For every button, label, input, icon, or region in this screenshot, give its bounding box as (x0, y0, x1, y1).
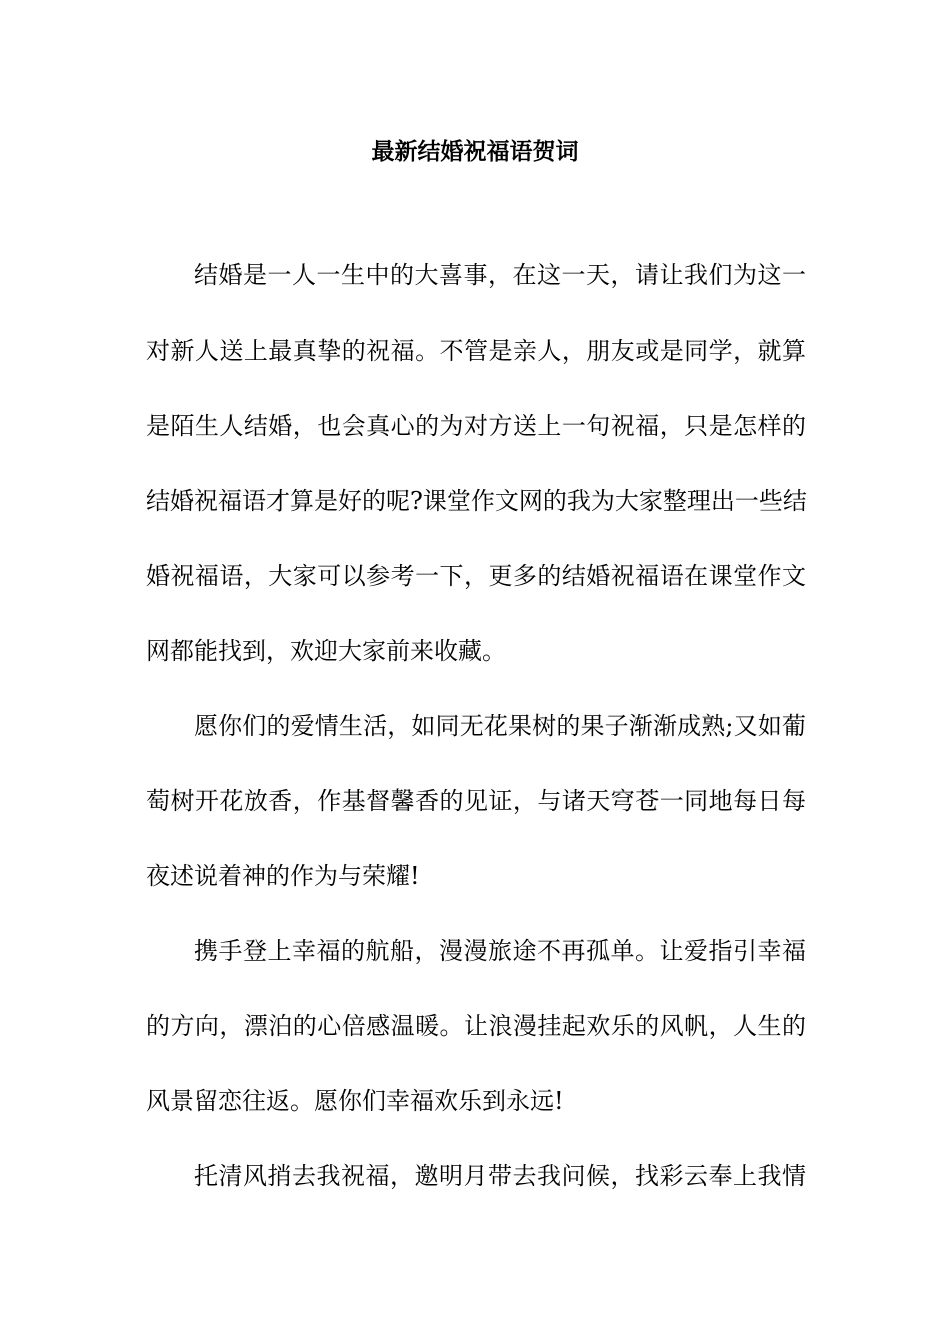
paragraph-1-line-1: 结婚是一人一生中的大喜事，在这一天，请让我们为这一 (194, 261, 806, 289)
paragraph-3-line-2: 的方向，漂泊的心倍感温暖。让浪漫挂起欢乐的风帆，人生的 (146, 1012, 806, 1040)
paragraph-3-line-1: 携手登上幸福的航船，漫漫旅途不再孤单。让爱指引幸福 (194, 937, 806, 965)
paragraph-2-line-3: 夜述说着神的作为与荣耀! (146, 862, 420, 890)
document-title: 最新结婚祝福语贺词 (371, 138, 579, 165)
paragraph-1-line-6: 网都能找到，欢迎大家前来收藏。 (146, 637, 506, 665)
paragraph-3-line-3: 风景留恋往返。愿你们幸福欢乐到永远! (146, 1087, 564, 1115)
paragraph-2-line-1: 愿你们的爱情生活，如同无花果树的果子渐渐成熟;又如葡 (194, 712, 806, 740)
paragraph-2-line-2: 萄树开花放香，作基督馨香的见证，与诸天穹苍一同地每日每 (146, 787, 806, 815)
paragraph-1-line-4: 结婚祝福语才算是好的呢?课堂作文网的我为大家整理出一些结 (146, 487, 807, 515)
paragraph-1-line-2: 对新人送上最真挚的祝福。不管是亲人，朋友或是同学，就算 (146, 337, 806, 365)
paragraph-4-line-1: 托清风捎去我祝福，邀明月带去我问候，找彩云奉上我情 (194, 1162, 806, 1190)
paragraph-1-line-5: 婚祝福语，大家可以参考一下，更多的结婚祝福语在课堂作文 (146, 562, 806, 590)
paragraph-1-line-3: 是陌生人结婚，也会真心的为对方送上一句祝福，只是怎样的 (146, 412, 806, 440)
